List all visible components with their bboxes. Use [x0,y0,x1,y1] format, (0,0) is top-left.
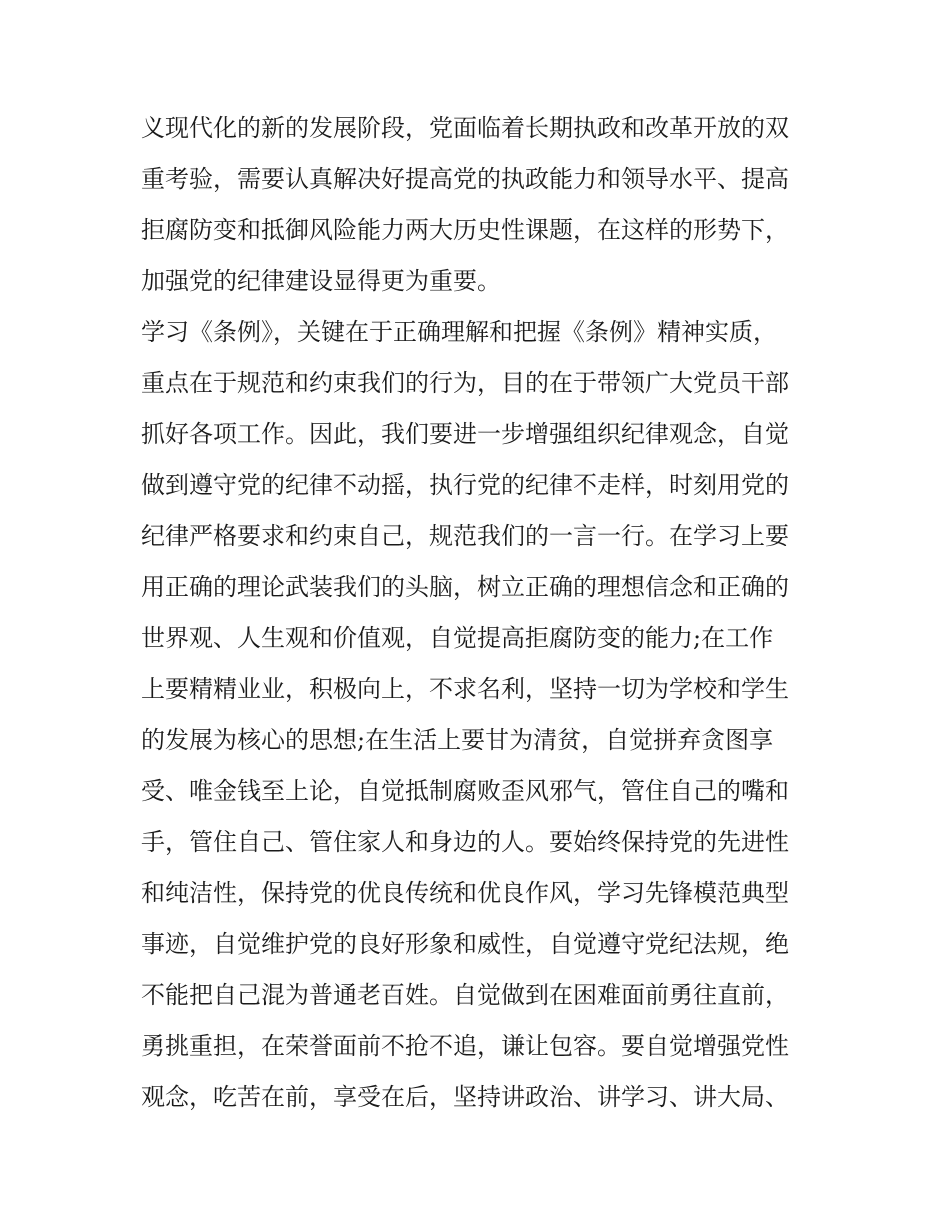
text-line: 和纯洁性，保持党的优良传统和优良作风，学习先锋模范典型 [141,879,789,907]
text-line: 勇挑重担，在荣誉面前不抢不追，谦让包容。要自觉增强党性 [141,1032,789,1060]
text-line: 上要精精业业，积极向上，不求名利，坚持一切为学校和学生 [141,675,789,703]
text-line: 抓好各项工作。因此，我们要进一步增强组织纪律观念，自觉 [141,420,789,448]
text-line: 手，管住自己、管住家人和身边的人。要始终保持党的先进性 [141,828,789,856]
text-line: 纪律严格要求和约束自己，规范我们的一言一行。在学习上要 [141,522,789,550]
text-line: 世界观、人生观和价值观，自觉提高拒腐防变的能力;在工作 [141,624,774,652]
text-line: 用正确的理论武装我们的头脑，树立正确的理想信念和正确的 [141,573,789,601]
text-line: 重点在于规范和约束我们的行为，目的在于带领广大党员干部 [141,369,789,397]
text-line: 拒腐防变和抵御风险能力两大历史性课题，在这样的形势下， [141,216,789,244]
text-line: 事迹，自觉维护党的良好形象和威性，自觉遵守党纪法规，绝 [141,930,789,958]
body-text [141,103,821,1123]
text-line: 做到遵守党的纪律不动摇，执行党的纪律不走样，时刻用党的 [141,471,789,499]
text-line: 受、唯金钱至上论，自觉抵制腐败歪风邪气，管住自己的嘴和 [141,777,789,805]
text-line: 不能把自己混为普通老百姓。自觉做到在困难面前勇往直前， [141,981,789,1009]
text-line: 义现代化的新的发展阶段，党面临着长期执政和改革开放的双 [141,114,789,142]
text-line: 观念，吃苦在前，享受在后，坚持讲政治、讲学习、讲大局、 [141,1083,789,1111]
text-line: 的发展为核心的思想;在生活上要甘为清贫，自觉拼弃贪图享 [141,726,774,754]
text-line: 加强党的纪律建设显得更为重要。 [141,267,501,295]
text-line: 学习《条例》，关键在于正确理解和把握《条例》精神实质， [141,318,777,346]
text-line: 重考验，需要认真解决好提高党的执政能力和领导水平、提高 [141,165,789,193]
